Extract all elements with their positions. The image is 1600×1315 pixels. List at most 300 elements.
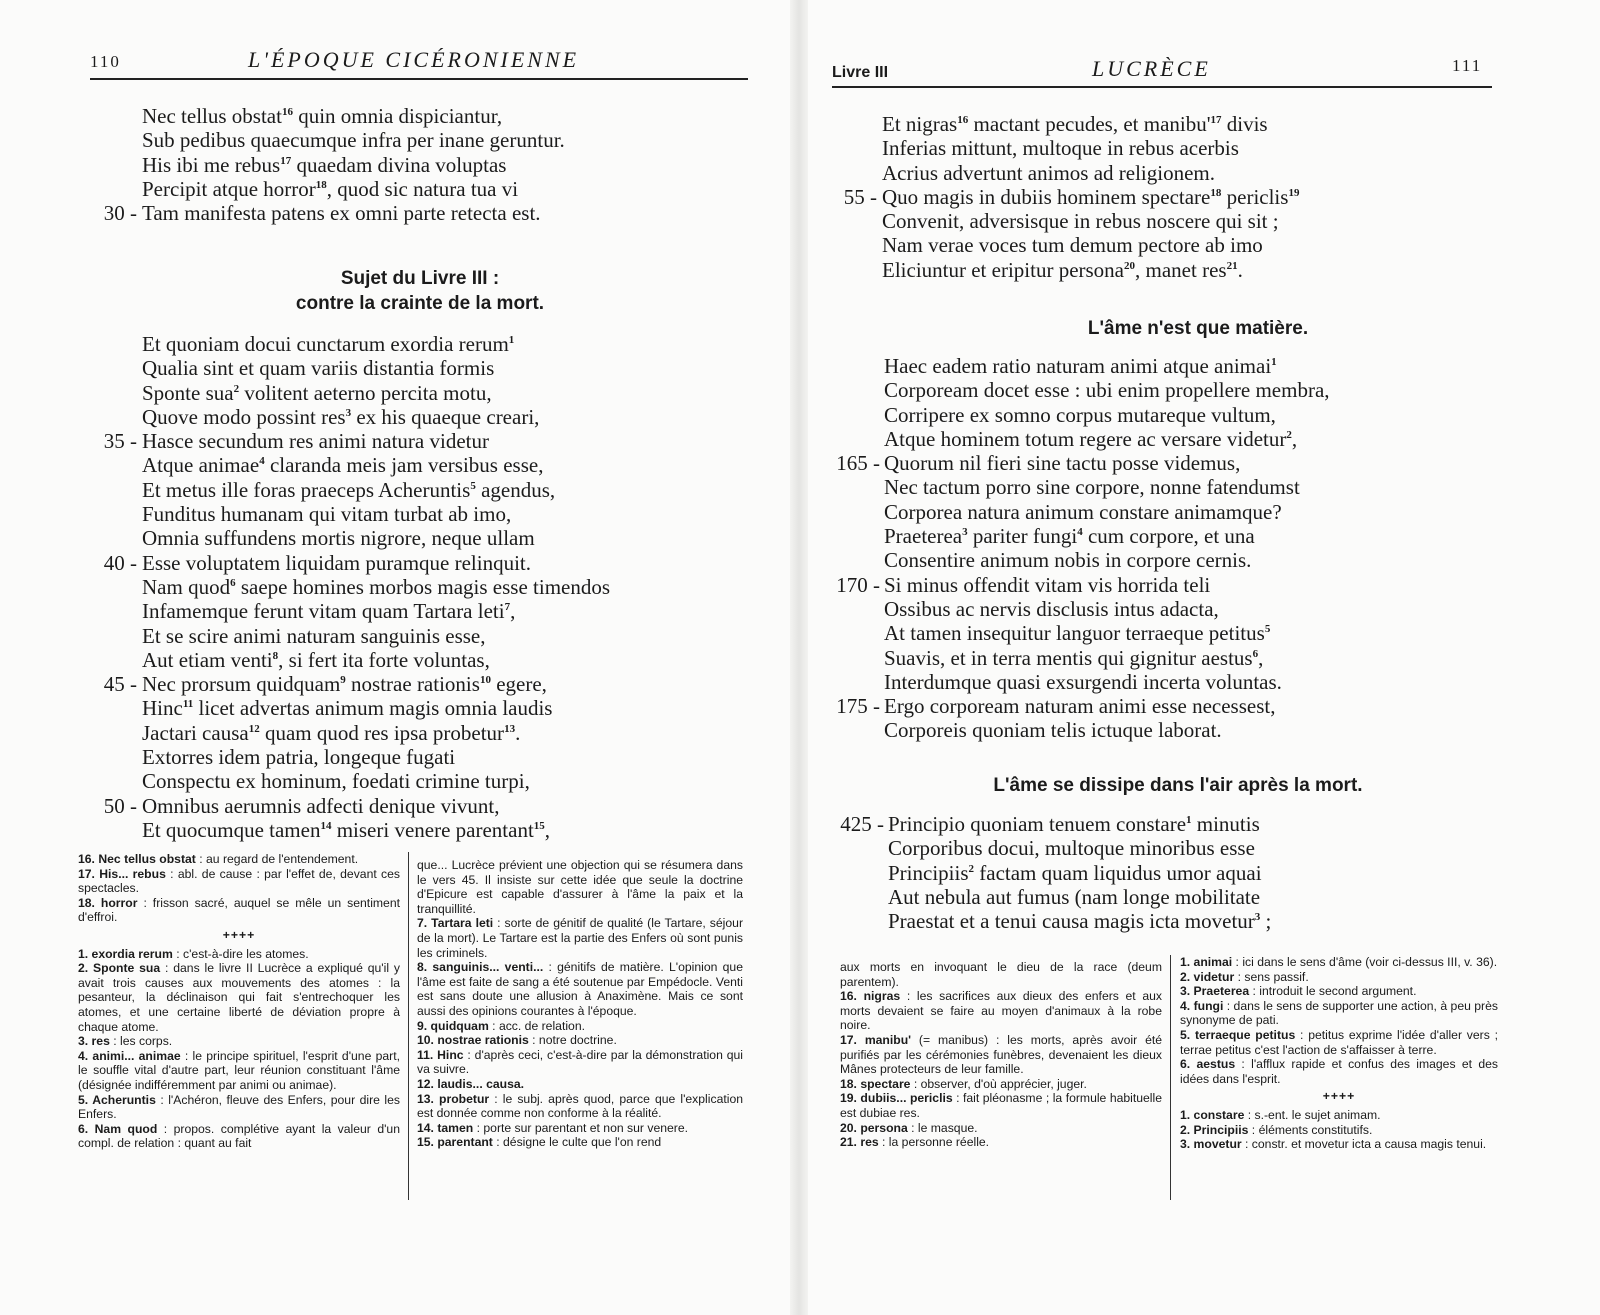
note-ref: 14 — [320, 819, 332, 832]
verse-text: quam quod res ipsa probetur — [259, 720, 505, 745]
footnote-key: 20. persona — [840, 1120, 908, 1135]
verse-text: Praestat et a tenui causa magis icta movetur — [888, 909, 1255, 934]
verse-line — [142, 599, 610, 623]
footnotes-col-2 — [1180, 955, 1498, 1152]
verse-text: Jactari causa — [142, 720, 249, 745]
verse-text: , quod sic natura tua vi — [326, 176, 519, 201]
verse-line — [142, 478, 610, 502]
verse-text: Ergo corpoream naturam animi esse necessest, — [884, 694, 1276, 719]
note-ref: 2 — [233, 382, 240, 395]
verse-line — [836, 572, 1330, 597]
verse-text: Quorum nil fieri sine tactu posse videmus, — [884, 451, 1241, 476]
footnote — [840, 1121, 1162, 1136]
footnote — [78, 1122, 400, 1151]
verse-text: , — [1258, 645, 1264, 670]
page-number: 110 — [90, 52, 121, 71]
verse-number: 30 - — [103, 201, 137, 226]
verse-line — [142, 721, 610, 745]
verse-text: Infamemque ferunt vitam quam Tartara leti — [142, 599, 505, 624]
note-ref: 1 — [508, 334, 515, 346]
verse-text: Sponte sua — [142, 380, 234, 405]
footnote — [78, 852, 400, 867]
verse-text: Et quoniam docui cunctarum exordia rerum — [142, 332, 509, 356]
verse-text: Consentire animum nobis in corpore cernis. — [884, 548, 1252, 573]
verse-line — [884, 670, 1330, 694]
footnote-key: 3. Praeterea — [1180, 984, 1250, 999]
verse-block-b — [836, 354, 1330, 743]
footnote-key: 13. probetur — [417, 1091, 490, 1106]
verse-line — [142, 818, 610, 842]
verse-line — [103, 672, 610, 697]
footnote — [78, 896, 400, 925]
footnote-key: 4. fungi — [1180, 998, 1224, 1013]
verse-line — [142, 405, 610, 429]
verse-text: His ibi me rebus — [142, 152, 281, 177]
footnote-key: 21. res — [840, 1135, 879, 1150]
note-ref: 6 — [230, 576, 236, 589]
note-ref: 1 — [1186, 814, 1192, 826]
note-ref: 3 — [345, 406, 352, 419]
section-heading-2: L'âme n'est que matière. — [1087, 318, 1309, 339]
footnote-divider — [1170, 955, 1171, 1200]
verse-text: Conspectu ex hominum, foedati crimine turpi, — [142, 769, 530, 794]
footnote-key: 18. horror — [78, 895, 138, 910]
note-ref: 12 — [248, 722, 260, 735]
note-ref: 6 — [1252, 647, 1259, 660]
footnote-key: 1. animai — [1180, 955, 1233, 969]
verse-number: 170 - — [836, 572, 880, 597]
verse-text: ; — [1260, 909, 1272, 934]
verse-text: Inferias mittunt, multoque in rebus acerbis — [882, 136, 1239, 161]
verse-text: . — [515, 720, 521, 745]
note-ref: 15 — [533, 819, 545, 832]
footnote-text: : dans le sens de supporter une action, à peu près synonyme de pati. — [1180, 998, 1498, 1028]
verse-line — [884, 621, 1330, 645]
footnote — [78, 867, 400, 896]
verse-text: licet advertas animum magis omnia laudis — [193, 696, 553, 721]
note-ref: 8 — [272, 649, 279, 662]
footnote — [417, 960, 743, 1018]
verse-line — [888, 909, 1271, 933]
verse-number: 175 - — [836, 694, 880, 719]
footnote-text: : dans le livre II Lucrèce a expliqué qu'il y avait trois causes aux mouvements des atomes : la pesanteur, la déclinaison qui fait s'entrechoquer les atomes, et une certaine liberté de déviation propre à chaque atome. — [78, 961, 400, 1034]
footnote-text: : constr. et movetur icta a causa magis tenui. — [1241, 1137, 1487, 1152]
page-number: 111 — [1452, 56, 1483, 75]
footnote-text: : la personne réelle. — [878, 1135, 990, 1150]
verse-text: , si fert ita forte voluntas, — [278, 647, 490, 672]
footnote — [1180, 1057, 1498, 1086]
footnote-key: 16. nigras — [840, 989, 901, 1004]
verse-text: Sub pedibus quaecumque infra per inane geruntur. — [142, 128, 565, 153]
section-heading-line1: Sujet du Livre III : — [340, 268, 500, 289]
footnote-key: 3. movetur — [1180, 1137, 1242, 1152]
footnote-text: : c'est-à-dire les atomes. — [172, 946, 309, 961]
verse-line — [884, 427, 1330, 451]
verse-line — [142, 696, 610, 720]
verse-line — [884, 500, 1330, 524]
footnote-key: 17. manibu' — [840, 1032, 912, 1047]
verse-text: Nec tellus obstat — [142, 104, 282, 128]
verse-line — [142, 624, 610, 648]
footnote — [1180, 1028, 1498, 1057]
note-ref: 3 — [1254, 911, 1261, 924]
footnote — [78, 1034, 400, 1049]
footnote-text: : éléments constitutifs. — [1248, 1122, 1373, 1137]
footnote-text: : abl. de cause : par l'effet de, devant ces spectacles. — [78, 866, 400, 896]
footnote — [840, 960, 1162, 989]
verse-block-a — [843, 112, 1300, 282]
header-rule — [90, 78, 748, 80]
verse-line — [884, 354, 1330, 378]
note-ref: 19 — [1288, 186, 1300, 199]
verse-line — [142, 745, 610, 769]
verse-text: Quove modo possint res — [142, 404, 346, 429]
verse-text: Nam verae voces tum demum pectore ab imo — [882, 233, 1263, 258]
verse-number: 425 - — [840, 812, 884, 836]
footnote — [1180, 1123, 1498, 1138]
verse-text: Acrius advertunt animos ad religionem. — [882, 160, 1215, 185]
footnote-text: : ici dans le sens d'âme (voir ci-dessus III, v. 36). — [1232, 955, 1498, 969]
footnote-text: : le subj. après quod, parce que l'explication est donnée comme non conforme à la réalité. — [417, 1091, 743, 1121]
verse-text: agendus, — [475, 477, 556, 502]
verse-line — [836, 694, 1330, 719]
verse-line — [142, 356, 610, 380]
footnote — [1180, 999, 1498, 1028]
footnote — [840, 989, 1162, 1033]
verse-number: 165 - — [836, 451, 880, 476]
verse-line — [142, 332, 610, 356]
verse-line — [882, 136, 1299, 160]
footnote-key: 17. His... rebus — [78, 866, 166, 881]
note-ref: 17 — [1210, 114, 1222, 126]
verse-text: divis — [1221, 112, 1268, 136]
verse-text: pariter fungi — [967, 524, 1078, 549]
verse-line — [882, 209, 1299, 233]
footnote-key: 6. Nam quod — [78, 1121, 158, 1136]
footnote-text: : acc. de relation. — [488, 1018, 585, 1033]
footnote-divider — [408, 852, 409, 1200]
verse-line — [142, 128, 565, 152]
footnote — [417, 1077, 743, 1092]
footnote — [417, 1135, 743, 1150]
footnote-text: : sorte de génitif de qualité (le Tartare, séjour de la mort). Le Tartare est la partie des Enfers où sont punis les criminels. — [417, 916, 743, 960]
verse-text: , — [510, 599, 516, 624]
note-ref: 7 — [504, 601, 511, 614]
verse-line — [103, 550, 610, 575]
section-heading-3: L'âme se dissipe dans l'air après la mort. — [993, 775, 1363, 796]
verse-text: saepe homines morbos magis esse timendos — [235, 574, 611, 599]
verse-line — [840, 812, 1271, 836]
note-ref: 5 — [1264, 623, 1271, 636]
verse-line — [882, 233, 1299, 257]
footnote — [417, 858, 743, 916]
verse-text: Corporea natura animum constare animamque? — [884, 499, 1282, 524]
section-heading — [220, 266, 620, 316]
note-ref: 3 — [962, 526, 968, 539]
verse-text: Principiis — [888, 860, 969, 885]
note-ref: 16 — [957, 114, 969, 126]
verse-number: 45 - — [103, 672, 137, 697]
footnote-key: 2. Sponte sua — [78, 961, 161, 976]
note-ref: 9 — [340, 674, 346, 687]
verse-text: , manet res — [1135, 257, 1227, 282]
verse-text: cum corpore, et una — [1082, 524, 1255, 549]
verse-block-c — [840, 812, 1272, 934]
footnote — [417, 1019, 743, 1034]
footnote-text: : porte sur parentant et non sur venere. — [473, 1120, 688, 1135]
footnotes-col-1 — [78, 852, 400, 1151]
verse-block-a — [103, 104, 565, 226]
verse-line — [103, 793, 610, 818]
verse-line — [884, 718, 1330, 742]
verse-line — [888, 861, 1271, 885]
footnote-key: 3. res — [78, 1034, 110, 1049]
footnote-text: : les corps. — [109, 1034, 173, 1049]
verse-line — [884, 524, 1330, 548]
verse-line — [884, 378, 1330, 402]
verse-text: Corpoream docet esse : ubi enim propellere membra, — [884, 378, 1330, 403]
footnote — [417, 1092, 743, 1121]
verse-text: Quo magis in dubiis hominem spectare — [882, 184, 1211, 209]
verse-line — [882, 112, 1299, 136]
footnote — [1180, 1137, 1498, 1152]
verse-line — [142, 575, 610, 599]
note-ref: 21 — [1226, 259, 1238, 272]
verse-text: quaedam divina voluptas — [291, 152, 507, 177]
verse-text: Atque hominem totum regere ac versare videtur — [884, 426, 1287, 451]
footnote-key: 8. sanguinis... venti... — [417, 960, 544, 975]
verse-number: 55 - — [843, 184, 877, 209]
footnote — [840, 1135, 1162, 1150]
footnote-text: : désigne le culte que l'on rend — [492, 1135, 662, 1150]
separator-ornament: ++++ — [1322, 1089, 1356, 1104]
note-ref: 20 — [1124, 259, 1136, 272]
right-page — [808, 0, 1600, 1315]
verse-line — [884, 548, 1330, 572]
footnote-text: : frisson sacré, auquel se mêle un sentiment d'effroi. — [78, 895, 400, 925]
footnote-text: : génitifs de matière. L'opinion que l'âme est faite de sang a été soutenue par Empédocle. Venti est sans doute une allusion à Anaximène. Mais ce sont aussi des opinions courantes à l'époque. — [417, 960, 743, 1018]
note-ref: 4 — [1077, 526, 1083, 539]
footnote-text: : observer, d'où apprécier, juger. — [910, 1076, 1087, 1091]
verse-text: mactant pecudes, et manibu' — [968, 112, 1211, 136]
verse-text: Corporeis quoniam telis ictuque laborat. — [884, 718, 1222, 743]
footnote-key: 1. constare — [1180, 1107, 1245, 1122]
footnote — [1180, 984, 1498, 999]
note-ref: 1 — [1271, 356, 1277, 368]
footnote — [78, 947, 400, 962]
footnote-text: : d'après ceci, c'est-à-dire par la démonstration qui va suivre. — [417, 1047, 743, 1077]
footnote-text: : au regard de l'entendement. — [195, 852, 359, 866]
verse-line — [142, 769, 610, 793]
verse-line — [103, 429, 610, 454]
verse-text: Extorres idem patria, longeque fugati — [142, 745, 456, 770]
running-head: LUCRÈCE — [1092, 56, 1211, 81]
footnote-key: 2. Principiis — [1180, 1122, 1249, 1137]
verse-text: Hinc — [142, 696, 183, 721]
footnote — [78, 1093, 400, 1122]
verse-text: factam quam liquidus umor aquai — [974, 860, 1262, 885]
separator-ornament: ++++ — [222, 927, 256, 942]
verse-line — [142, 648, 610, 672]
footnote — [840, 1091, 1162, 1120]
verse-number: 40 - — [103, 550, 137, 575]
footnote-text: : fait pléonasme ; la formule habituelle est dubiae res. — [840, 1091, 1162, 1120]
verse-text: Et se scire animi naturam sanguinis esse, — [142, 623, 486, 648]
verse-line — [884, 475, 1330, 499]
verse-text: Atque animae — [142, 453, 260, 478]
verse-text: Corripere ex somno corpus mutareque vultum, — [884, 402, 1276, 427]
verse-text: , — [544, 817, 551, 842]
verse-text: . — [1237, 257, 1243, 282]
footnote — [840, 1077, 1162, 1092]
verse-text: Interdumque quasi exsurgendi incerta voluntas. — [884, 669, 1282, 694]
verse-line — [888, 836, 1271, 860]
footnote — [417, 1121, 743, 1136]
footnote-text: : notre doctrine. — [528, 1033, 617, 1048]
footnote-text: que... Lucrèce prévient une objection qui se résumera dans le vers 45. Il insiste sur cette idée que seule la doctrine d'Epicure est capable d'assurer à l'âme la paix et la tranquillité. — [417, 858, 743, 916]
footnote-text: : l'afflux rapide et confus des images et des idées dans l'esprit. — [1180, 1057, 1498, 1086]
verse-line — [884, 646, 1330, 670]
footnotes-col-1 — [840, 960, 1162, 1150]
footnote-key: 14. tamen — [417, 1120, 474, 1135]
verse-text: Ossibus ac nervis disclusis intus adacta, — [884, 596, 1219, 621]
verse-line — [142, 104, 565, 128]
footnote-text: : petitus exprime l'idée d'aller vers ; terrae petitus c'est l'action de s'affaisser à terre. — [1180, 1027, 1498, 1057]
verse-text: Tam manifesta patens ex omni parte retecta est. — [142, 201, 541, 226]
verse-text: At tamen insequitur languor terraeque petitus — [884, 621, 1265, 646]
footnote — [417, 916, 743, 960]
verse-text: Si minus offendit vitam vis horrida teli — [884, 572, 1211, 597]
verse-line — [836, 451, 1330, 476]
verse-line — [142, 526, 610, 550]
verse-line — [882, 161, 1299, 185]
book-label: Livre III — [832, 64, 889, 81]
verse-text: Suavis, et in terra mentis qui gignitur aestus — [884, 645, 1253, 670]
footnote-key: 2. videtur — [1180, 969, 1235, 984]
footnote-text: : propos. complétive ayant la valeur d'un compl. de relation : quant au fait — [78, 1121, 400, 1151]
footnote-key: 5. Acheruntis — [78, 1092, 156, 1107]
footnote-key: 7. Tartara leti — [417, 916, 494, 931]
note-ref: 4 — [259, 455, 265, 468]
footnote-text: aux morts en invoquant le dieu de la race (deum parentem). — [840, 960, 1162, 989]
verse-line — [884, 403, 1330, 427]
verse-text: Haec eadem ratio naturam animi atque animai — [884, 354, 1272, 378]
footnote-key: 11. Hinc — [417, 1047, 464, 1062]
verse-text: Percipit atque horror — [142, 176, 316, 201]
verse-text: Convenit, adversisque in rebus noscere qui sit ; — [882, 209, 1279, 234]
verse-line — [142, 177, 565, 201]
verse-text: Nam quod — [142, 574, 231, 599]
footnote-text: : l'Achéron, fleuve des Enfers, pour dire les Enfers. — [78, 1092, 400, 1122]
section-heading-line2: contre la crainte de la mort. — [295, 293, 545, 314]
footnote — [417, 1048, 743, 1077]
verse-text: Omnia suffundens mortis nigrore, neque ullam — [142, 526, 535, 551]
note-ref: 10 — [479, 674, 491, 687]
footnote-key: 4. animi... animae — [78, 1048, 181, 1063]
verse-number: 35 - — [103, 429, 137, 454]
footnote-key: 5. terraeque petitus — [1180, 1027, 1296, 1042]
verse-text: Qualia sint et quam variis distantia formis — [142, 356, 495, 381]
footnote — [1180, 970, 1498, 985]
verse-line — [142, 381, 610, 405]
footnote-key: 18. spectare — [840, 1076, 911, 1091]
verse-text: periclis — [1221, 184, 1289, 209]
note-ref: 2 — [1286, 428, 1292, 441]
footnote-key: 15. parentant — [417, 1135, 493, 1150]
footnote-text: : le principe spirituel, l'esprit d'une part, le souffle vital d'autre part, leur réunion constituant l'âme (désignée indifféremment par animi ou animae). — [78, 1048, 400, 1092]
footnote-text: : introduit le second argument. — [1249, 984, 1417, 999]
verse-line — [882, 258, 1299, 282]
verse-text: , — [1291, 426, 1298, 451]
note-ref: 18 — [315, 178, 327, 191]
footnote — [840, 1033, 1162, 1077]
verse-text: egere, — [490, 672, 547, 697]
verse-text: Et quocumque tamen — [142, 817, 321, 842]
footnote-text: : le masque. — [907, 1120, 978, 1135]
footnote-text: : s.-ent. le sujet animam. — [1244, 1107, 1381, 1122]
note-ref: 5 — [470, 479, 476, 492]
left-page — [0, 0, 790, 1315]
footnote — [1180, 1108, 1498, 1123]
verse-text: volitent aeterno percita motu, — [239, 380, 492, 405]
verse-text: minutis — [1191, 812, 1260, 836]
footnote-key: 6. aestus — [1180, 1057, 1236, 1072]
verse-text: ex his quaeque creari, — [351, 404, 540, 429]
book-gutter — [790, 0, 808, 1315]
verse-line — [142, 153, 565, 177]
verse-line — [843, 184, 1300, 209]
footnote — [78, 1049, 400, 1093]
verse-text: Nec prorsum quidquam — [142, 672, 341, 697]
verse-text: Omnibus aerumnis adfecti denique vivunt, — [142, 793, 500, 818]
footnote-key: 10. nostrae rationis — [417, 1033, 529, 1048]
verse-text: quin omnia dispiciantur, — [292, 104, 503, 128]
verse-number: 50 - — [103, 793, 137, 818]
footnote-key: 12. laudis... causa. — [417, 1076, 525, 1091]
verse-text: Et nigras — [882, 112, 958, 136]
verse-text: Esse voluptatem liquidam puramque relinquit. — [142, 550, 532, 575]
running-head: L'ÉPOQUE CICÉRONIENNE — [248, 47, 580, 72]
note-ref: 13 — [504, 722, 516, 735]
footnote-key: 19. dubiis... periclis — [840, 1091, 953, 1106]
footnote — [1180, 955, 1498, 970]
verse-text: nostrae rationis — [345, 672, 480, 697]
verse-text: Et metus ille foras praeceps Acheruntis — [142, 477, 471, 502]
verse-text: Funditus humanam qui vitam turbat ab imo, — [142, 502, 512, 527]
footnote-text: : les sacrifices aux dieux des enfers et aux morts devaient se faire au moyen d'animaux à la robe noire. — [840, 989, 1163, 1033]
verse-line — [888, 885, 1271, 909]
verse-text: Aut etiam venti — [142, 647, 273, 672]
verse-line — [142, 453, 610, 477]
verse-text: Praeterea — [884, 524, 963, 549]
verse-text: Corporibus docui, multoque minoribus esse — [888, 836, 1255, 861]
verse-text: Nec tactum porro sine corpore, nonne fatendumst — [884, 475, 1300, 500]
verse-text: Hasce secundum res animi natura videtur — [142, 429, 489, 454]
footnote-key: 16. Nec tellus obstat — [78, 852, 196, 866]
footnote — [78, 961, 400, 1034]
verse-line — [884, 597, 1330, 621]
footnote-key: 1. exordia rerum — [78, 946, 173, 961]
verse-text: Principio quoniam tenuem constare — [888, 812, 1187, 836]
verse-line — [103, 201, 565, 226]
verse-line — [142, 502, 610, 526]
footnote — [417, 1033, 743, 1048]
header-rule — [832, 86, 1492, 88]
verse-block-b — [103, 332, 611, 842]
footnote-text: (= manibus) : les morts, après avoir été purifiés par les cérémonies funèbres, devenaient les dieux Mânes protecteurs de leur famille. — [840, 1032, 1163, 1077]
verse-text: Aut nebula aut fumus (nam longe mobilitate — [888, 884, 1261, 909]
note-ref: 17 — [280, 154, 292, 167]
